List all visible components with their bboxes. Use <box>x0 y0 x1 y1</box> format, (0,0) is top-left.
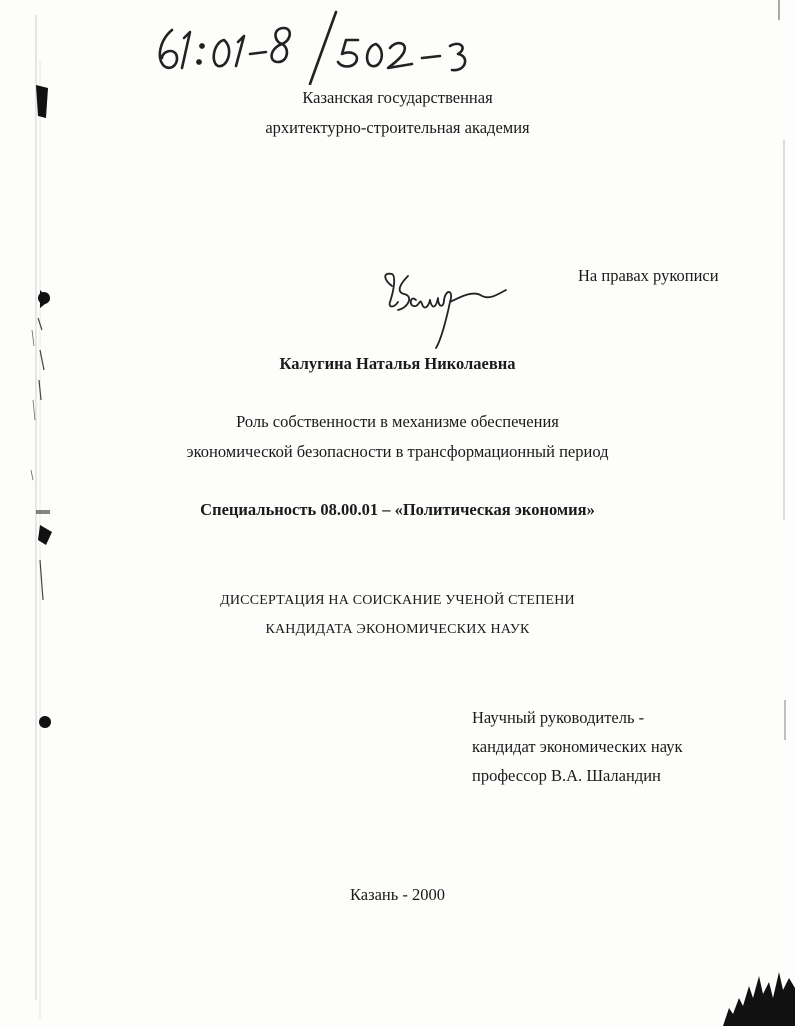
title-line-2: экономической безопасности в трансформационный период <box>186 442 609 461</box>
scan-corner-blot <box>715 968 795 1026</box>
manuscript-rights-label: На правах рукописи <box>578 266 719 285</box>
institution-line-2: архитектурно-строительная академия <box>265 118 530 137</box>
handwritten-archive-code <box>150 10 490 85</box>
supervisor-line-2: кандидат экономических наук <box>472 737 683 756</box>
author-signature <box>378 268 518 353</box>
city-year: Казань - 2000 <box>349 885 446 904</box>
institution-line-1: Казанская государственная <box>302 88 493 107</box>
dissertation-line-2: КАНДИДАТА ЭКОНОМИЧЕСКИХ НАУК <box>265 622 530 637</box>
supervisor-line-3: профессор В.А. Шаландин <box>472 766 661 785</box>
specialty-line: Специальность 08.00.01 – «Политическая экономия» <box>200 500 595 519</box>
supervisor-line-1: Научный руководитель - <box>472 708 645 727</box>
author-name: Калугина Наталья Николаевна <box>279 354 516 373</box>
title-line-1: Роль собственности в механизме обеспечения <box>236 412 559 431</box>
dissertation-line-1: ДИССЕРТАЦИЯ НА СОИСКАНИЕ УЧЕНОЙ СТЕПЕНИ <box>220 593 575 608</box>
